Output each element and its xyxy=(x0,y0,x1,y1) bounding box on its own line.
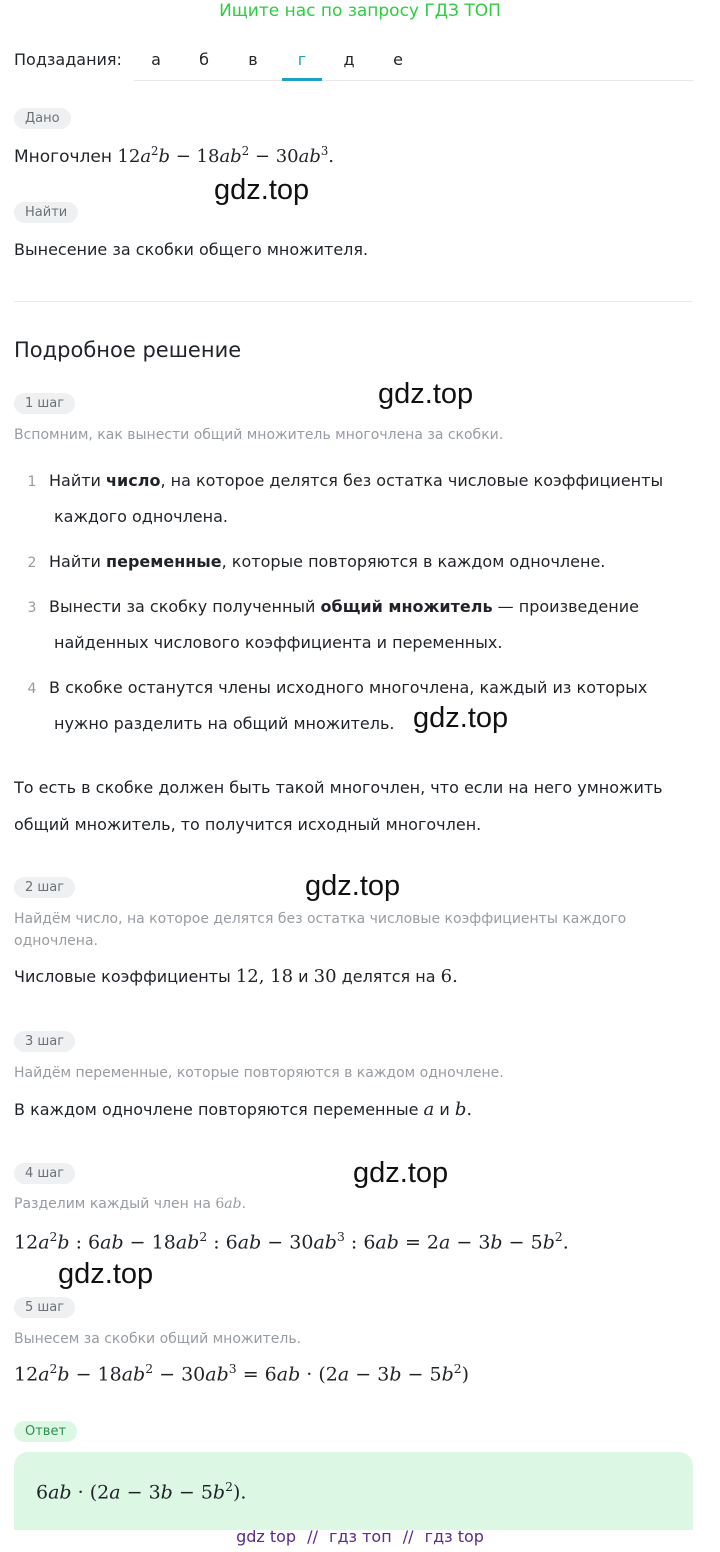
step1-summary-line2: общий множитель, то получится исходный многочлен. xyxy=(14,815,482,834)
tab-d[interactable]: д xyxy=(343,50,355,69)
item-text: , которые повторяются в каждом одночлене. xyxy=(221,552,606,571)
given-pill: Дано xyxy=(14,107,71,129)
answer-box xyxy=(14,1452,693,1530)
tab-e[interactable]: е xyxy=(393,50,403,69)
watermark: gdz.top xyxy=(214,174,310,206)
step3-hint: Найдём переменные, которые повторяются в каждом одночлене. xyxy=(14,1065,504,1081)
given-text xyxy=(14,144,334,167)
footer-link[interactable]: гдз топ xyxy=(329,1527,392,1546)
item-text: найденных числового коэффициента и переменных. xyxy=(54,633,503,652)
watermark: gdz.top xyxy=(58,1258,154,1290)
step4-formula: $12a^2b$ : $6ab - 18ab^2$ : $6ab - 30ab^3$ : $6ab = 2a - 3b - 5b^2$. xyxy=(14,1230,569,1254)
tab-b[interactable]: б xyxy=(199,50,209,69)
step2-pill: 2 шаг xyxy=(14,876,75,898)
list-item xyxy=(49,670,689,742)
item-text: Найти xyxy=(49,471,107,490)
step3-text: В каждом одночлене повторяются переменные a и b. xyxy=(14,1099,473,1120)
list-item xyxy=(49,463,689,535)
step2-text-b: и xyxy=(298,967,309,986)
watermark: gdz.top xyxy=(353,1157,449,1189)
item-text: Найти xyxy=(49,552,107,571)
step1-pill: 1 шаг xyxy=(14,392,75,414)
item-text: В скобке останутся члены исходного многочлена, каждый из которых xyxy=(49,678,648,697)
step3-text-a: В каждом одночлене повторяются переменные xyxy=(14,1100,419,1119)
subtask-tabs xyxy=(134,40,694,81)
item-text: , на которое делятся без остатка числовые коэффициенты xyxy=(160,471,664,490)
watermark: gdz.top xyxy=(413,702,509,734)
item-bold: общий множитель xyxy=(320,597,493,616)
step5-pill: 5 шаг xyxy=(14,1296,75,1318)
answer-formula: $6ab \cdot (2a - 3b - 5b^2)$. xyxy=(36,1480,247,1504)
find-text: Вынесение за скобки общего множителя. xyxy=(14,240,369,259)
footer-separator: // xyxy=(307,1527,318,1546)
tab-g[interactable]: г xyxy=(297,50,307,69)
subtasks-label: Подзадания: xyxy=(14,50,122,69)
answer-pill: Ответ xyxy=(14,1420,77,1442)
list-number: 2 xyxy=(27,555,37,571)
list-item xyxy=(49,544,689,580)
item-text: нужно разделить на общий множитель. xyxy=(54,714,395,733)
step2-text-a: Числовые коэффициенты xyxy=(14,967,231,986)
given-prefix: Многочлен xyxy=(14,147,112,167)
step2-text-c: делятся на xyxy=(341,967,436,986)
tab-v[interactable]: в xyxy=(248,50,258,69)
step5-hint: Вынесем за скобки общий множитель. xyxy=(14,1331,302,1347)
watermark: gdz.top xyxy=(378,378,474,410)
given-polynomial: $12a^2b - 18ab^2 - 30ab^3$. xyxy=(117,144,335,167)
footer-link[interactable]: гдз top xyxy=(424,1527,484,1546)
item-bold: число xyxy=(106,471,161,490)
watermark: gdz.top xyxy=(305,870,401,902)
active-tab-indicator xyxy=(282,78,322,81)
step4-hint: Разделим каждый член на 6ab. xyxy=(14,1196,247,1212)
item-text: — произведение xyxy=(492,597,639,616)
step4-hint-text: Разделим каждый член на xyxy=(14,1196,211,1212)
item-text: Вынести за скобку полученный xyxy=(49,597,321,616)
step3-pill: 3 шаг xyxy=(14,1030,75,1052)
solution-title: Подробное решение xyxy=(14,338,242,362)
footer-separator: // xyxy=(402,1527,414,1546)
step2-text: Числовые коэффициенты 12, 18 и 30 делятся на 6. xyxy=(14,966,458,987)
divider xyxy=(14,301,692,302)
step2-hint-line2: одночлена. xyxy=(14,933,98,949)
footer xyxy=(0,1525,720,1552)
step1-summary-line1: То есть в скобке должен быть такой многочлен, что если на него умножить xyxy=(14,778,663,797)
footer-link[interactable]: gdz top xyxy=(236,1527,297,1546)
list-number: 1 xyxy=(27,474,37,490)
step4-pill: 4 шаг xyxy=(14,1162,75,1184)
step5-formula: $12a^2b - 18ab^2 - 30ab^3 = 6ab \cdot (2a - 3b - 5b^2)$ xyxy=(14,1362,470,1386)
find-pill: Найти xyxy=(14,201,78,223)
list-number: 4 xyxy=(27,681,37,697)
step1-hint: Вспомним, как вынести общий множитель многочлена за скобки. xyxy=(14,427,504,443)
tab-a[interactable]: а xyxy=(151,50,161,69)
search-banner: Ищите нас по запросу ГДЗ ТОП xyxy=(219,1,501,21)
step3-text-b: и xyxy=(439,1100,450,1119)
item-bold: переменные xyxy=(106,552,222,571)
list-item xyxy=(49,589,689,661)
list-number: 3 xyxy=(27,600,37,616)
step2-hint-line1: Найдём число, на которое делятся без остатка числовые коэффициенты каждого xyxy=(14,911,627,927)
item-text: каждого одночлена. xyxy=(54,507,228,526)
